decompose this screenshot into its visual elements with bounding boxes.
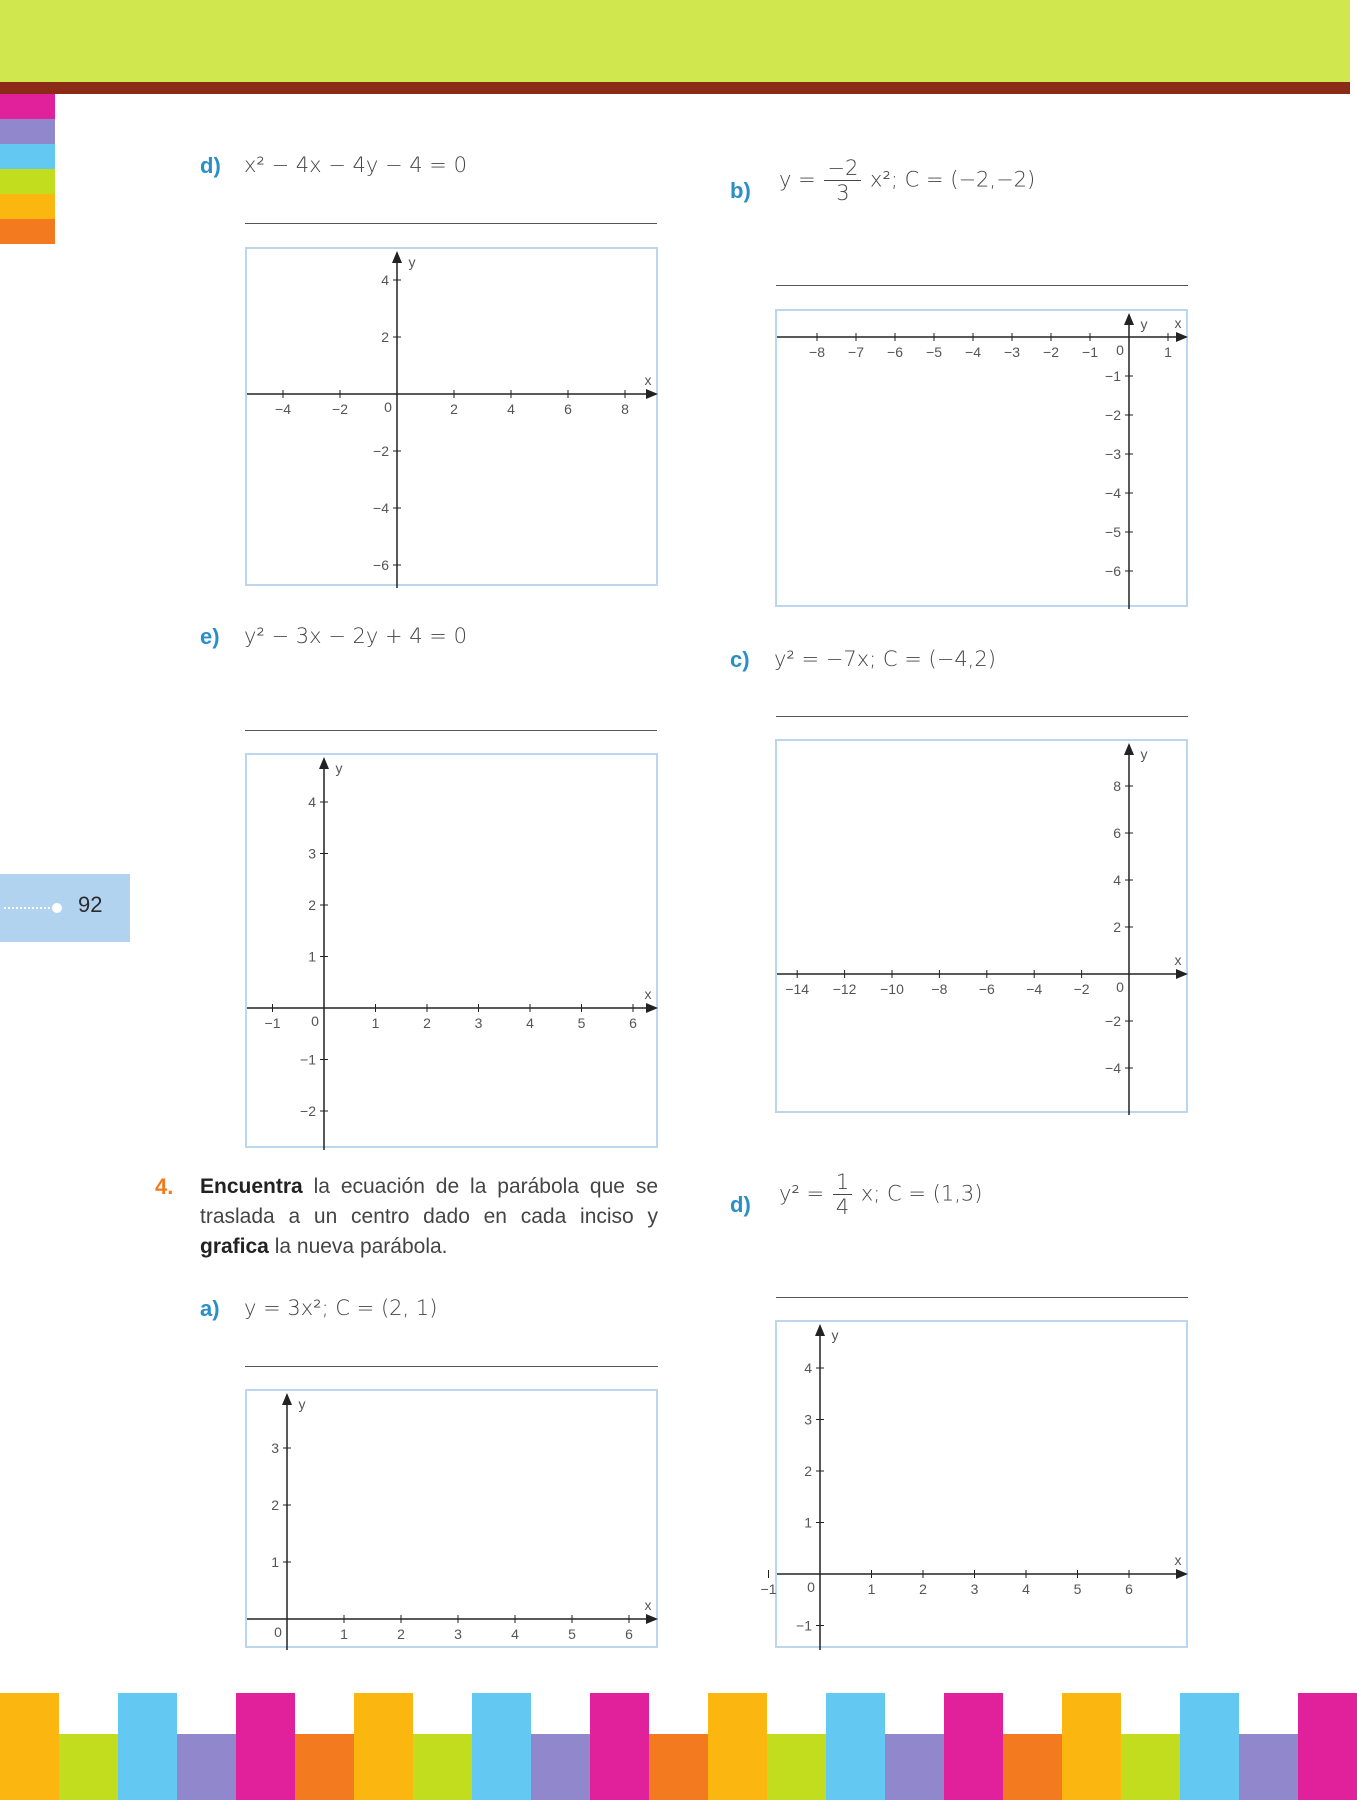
y-tick-label: 2 — [804, 1463, 812, 1479]
answer-line-3d[interactable] — [245, 223, 657, 224]
dotted-leader — [4, 907, 54, 909]
x-axis-arrow — [1176, 332, 1188, 342]
fraction-4d — [833, 1170, 852, 1219]
y-tick-label: 4 — [308, 794, 316, 810]
y-tick-label: 3 — [308, 845, 316, 862]
footer-stripe — [0, 1693, 59, 1800]
footer-stripe — [1180, 1693, 1239, 1800]
x-axis-label: x — [1174, 952, 1182, 968]
item-label-4d: d) — [730, 1192, 751, 1217]
x-tick-label: −8 — [931, 981, 948, 997]
y-axis-label: y — [335, 760, 343, 776]
x-tick-label: 6 — [1125, 1581, 1133, 1597]
equation-4b-prefix: y = — [779, 167, 816, 192]
x-axis-arrow — [1176, 969, 1188, 979]
equation-4b — [779, 156, 1035, 205]
graph-4a — [245, 1389, 658, 1648]
x-tick-label: −4 — [1026, 981, 1043, 997]
y-tick-label: −2 — [1105, 1013, 1121, 1029]
y-tick-label: −1 — [796, 1617, 812, 1634]
footer-stripe — [354, 1693, 413, 1800]
instruction-text-1: la ecuación de la parábola que se traslada a un centro dado en cada inciso y — [200, 1175, 658, 1228]
x-tick-label: 2 — [919, 1581, 927, 1597]
x-tick-label: −3 — [1004, 344, 1020, 360]
footer-stripe — [59, 1734, 118, 1800]
x-tick-label: 5 — [568, 1626, 576, 1642]
footer-stripe — [472, 1693, 531, 1800]
leader-dot — [52, 903, 62, 913]
footer-stripe — [531, 1734, 590, 1800]
exercise-number-4: 4. — [155, 1174, 174, 1199]
item-label-3e: e) — [200, 624, 220, 649]
y-tick-label: 2 — [381, 329, 389, 345]
x-tick-label: 3 — [454, 1626, 462, 1642]
top-rule — [0, 82, 1350, 94]
y-tick-label: 2 — [271, 1497, 279, 1513]
x-tick-label: 5 — [577, 1015, 586, 1031]
origin-label: 0 — [807, 1579, 815, 1595]
y-axis-label: y — [298, 1396, 306, 1412]
x-tick-label: 4 — [1022, 1581, 1030, 1597]
graph-4d — [760, 1320, 1188, 1648]
footer-stripe — [1062, 1693, 1121, 1800]
y-tick-label: 6 — [1113, 825, 1121, 841]
y-tick-label: −2 — [1105, 407, 1121, 423]
coordinate-plane-4c — [777, 741, 1190, 1115]
footer-stripe — [295, 1734, 354, 1800]
x-tick-label: 8 — [621, 401, 629, 417]
x-tick-label: 4 — [507, 401, 515, 417]
y-tick-label: 4 — [1113, 872, 1121, 888]
x-tick-label: −1 — [1082, 344, 1098, 360]
footer-stripe — [826, 1693, 885, 1800]
x-tick-label: 4 — [511, 1626, 519, 1642]
x-tick-label: −1 — [760, 1581, 777, 1597]
y-axis-arrow — [319, 757, 329, 769]
equation-3e: y² − 3x − 2y + 4 = 0 — [244, 624, 467, 648]
x-tick-label: 2 — [423, 1015, 431, 1031]
x-tick-label: 5 — [1073, 1581, 1082, 1597]
y-tick-label: −4 — [1105, 485, 1121, 501]
coordinate-plane-4a — [247, 1391, 660, 1650]
side-tab — [0, 119, 55, 144]
exercise-4-instruction — [200, 1172, 658, 1262]
bottom-color-stripes — [0, 1693, 1350, 1800]
x-tick-label: −2 — [1043, 344, 1059, 360]
footer-stripe — [1121, 1734, 1180, 1800]
y-tick-label: −5 — [1105, 524, 1121, 540]
graph-4b — [775, 309, 1188, 607]
y-tick-label: 2 — [308, 897, 316, 913]
x-tick-label: 3 — [970, 1581, 979, 1597]
x-tick-label: 6 — [629, 1015, 637, 1031]
side-tab — [0, 169, 55, 194]
x-axis-label: x — [1174, 315, 1182, 331]
y-tick-label: −3 — [1105, 446, 1121, 462]
y-axis-arrow — [392, 251, 402, 263]
x-axis-arrow — [646, 389, 658, 399]
x-tick-label: −4 — [965, 344, 981, 360]
y-tick-label: −4 — [1105, 1060, 1121, 1076]
graph-3d — [245, 247, 658, 586]
equation-4d-prefix: y² = — [779, 1181, 825, 1206]
y-tick-label: 1 — [308, 948, 316, 965]
x-tick-label: 3 — [474, 1015, 483, 1031]
item-label-3d: d) — [200, 153, 221, 178]
equation-4d — [779, 1170, 982, 1219]
x-tick-label: 2 — [450, 401, 458, 417]
x-tick-label: −4 — [275, 401, 291, 417]
y-tick-label: −6 — [373, 557, 389, 573]
x-tick-label: −14 — [785, 981, 810, 997]
x-tick-label: −2 — [332, 401, 348, 417]
page-number-tab — [0, 874, 130, 942]
equation-4d-suffix: x; C = (1,3) — [860, 1181, 983, 1206]
instruction-text-2: la nueva parábola. — [268, 1235, 448, 1258]
y-axis-label: y — [1140, 316, 1148, 332]
origin-label: 0 — [384, 399, 392, 415]
equation-4a: y = 3x²; C = (2, 1) — [244, 1296, 438, 1320]
y-tick-label: 2 — [1113, 919, 1121, 935]
x-tick-label: 6 — [564, 401, 572, 417]
footer-stripe — [590, 1693, 649, 1800]
item-label-4a: a) — [200, 1296, 220, 1321]
fraction-4b — [824, 156, 861, 205]
fraction-4d-denominator: 4 — [835, 1195, 850, 1219]
x-tick-label: −5 — [926, 344, 942, 360]
footer-stripe — [177, 1734, 236, 1800]
coordinate-plane-4b — [777, 311, 1190, 609]
instruction-verb-find: Encuentra — [200, 1175, 303, 1198]
y-tick-label: −2 — [373, 443, 389, 459]
item-label-4c: c) — [730, 647, 750, 672]
footer-stripe — [1239, 1734, 1298, 1800]
x-tick-label: −6 — [887, 344, 903, 360]
page-number: 92 — [78, 892, 103, 917]
side-tab — [0, 194, 55, 219]
x-axis-arrow — [646, 1614, 658, 1624]
x-tick-label: −8 — [809, 344, 825, 360]
side-tab — [0, 219, 55, 244]
y-tick-label: −1 — [1105, 368, 1121, 384]
footer-stripe — [413, 1734, 472, 1800]
footer-stripe — [649, 1734, 708, 1800]
y-tick-label: 1 — [271, 1554, 279, 1570]
y-tick-label: 8 — [1113, 778, 1121, 794]
graph-3e — [245, 753, 658, 1148]
coordinate-plane-3e — [247, 755, 660, 1150]
y-tick-label: −4 — [373, 500, 389, 516]
y-axis-arrow — [1124, 743, 1134, 755]
coordinate-plane-3d — [247, 249, 660, 588]
origin-label: 0 — [1116, 979, 1124, 995]
y-axis-arrow — [1124, 313, 1134, 325]
instruction-verb-graph: grafica — [200, 1235, 269, 1258]
y-axis-label: y — [408, 254, 416, 270]
x-axis-label: x — [644, 1597, 652, 1613]
x-tick-label: −2 — [1073, 981, 1090, 997]
x-tick-label: −7 — [848, 344, 864, 360]
answer-line-3e[interactable] — [245, 730, 657, 731]
answer-line-4d[interactable] — [776, 1297, 1188, 1298]
y-tick-label: −1 — [300, 1051, 316, 1068]
x-tick-label: 4 — [526, 1015, 534, 1031]
footer-stripe — [236, 1693, 295, 1800]
equation-3d: x² − 4x − 4y − 4 = 0 — [244, 153, 467, 177]
x-tick-label: 1 — [1164, 344, 1172, 360]
graph-4c — [775, 739, 1188, 1113]
footer-stripe — [1003, 1734, 1062, 1800]
x-axis-arrow — [1176, 1569, 1188, 1579]
equation-4b-suffix: x²; C = (−2,−2) — [870, 167, 1036, 192]
answer-line-4c[interactable] — [776, 716, 1188, 717]
item-label-4b: b) — [730, 178, 751, 203]
x-axis-arrow — [646, 1003, 658, 1013]
fraction-4b-denominator: 3 — [836, 181, 850, 205]
y-axis-arrow — [282, 1393, 292, 1405]
footer-stripe — [708, 1693, 767, 1800]
x-tick-label: 1 — [867, 1581, 876, 1597]
coordinate-plane-4d — [760, 1322, 1190, 1650]
y-tick-label: 4 — [381, 272, 389, 288]
side-color-tabs — [0, 94, 55, 244]
x-tick-label: −10 — [880, 981, 904, 997]
x-tick-label: −12 — [832, 981, 857, 997]
x-tick-label: 2 — [397, 1626, 405, 1642]
fraction-4d-numerator: 1 — [833, 1170, 852, 1195]
y-tick-label: 4 — [804, 1360, 812, 1376]
x-tick-label: −1 — [264, 1015, 281, 1031]
x-tick-label: −6 — [978, 981, 995, 997]
side-tab — [0, 94, 55, 119]
x-axis-label: x — [644, 372, 652, 388]
origin-label: 0 — [311, 1013, 319, 1029]
x-axis-label: x — [644, 986, 652, 1002]
x-tick-label: 1 — [371, 1015, 380, 1031]
top-color-band — [0, 0, 1350, 82]
y-tick-label: 1 — [804, 1514, 812, 1531]
footer-stripe — [944, 1693, 1003, 1800]
y-axis-label: y — [1140, 746, 1148, 762]
x-tick-label: 6 — [625, 1626, 633, 1642]
y-axis-label: y — [831, 1327, 839, 1343]
y-axis-arrow — [815, 1324, 825, 1336]
equation-4c: y² = −7x; C = (−4,2) — [774, 647, 996, 671]
footer-stripe — [767, 1734, 826, 1800]
x-tick-label: 1 — [340, 1626, 348, 1642]
origin-label: 0 — [274, 1624, 282, 1640]
fraction-4b-numerator: −2 — [824, 156, 861, 181]
answer-line-4b[interactable] — [776, 285, 1188, 286]
y-tick-label: 3 — [271, 1440, 279, 1456]
side-tab — [0, 144, 55, 169]
footer-stripe — [1298, 1693, 1357, 1800]
answer-line-4a[interactable] — [245, 1366, 658, 1367]
y-tick-label: −6 — [1105, 563, 1121, 579]
x-axis-label: x — [1174, 1552, 1182, 1568]
footer-stripe — [118, 1693, 177, 1800]
origin-label: 0 — [1116, 342, 1124, 358]
y-tick-label: 3 — [804, 1411, 812, 1428]
footer-stripe — [885, 1734, 944, 1800]
y-tick-label: −2 — [300, 1103, 316, 1119]
